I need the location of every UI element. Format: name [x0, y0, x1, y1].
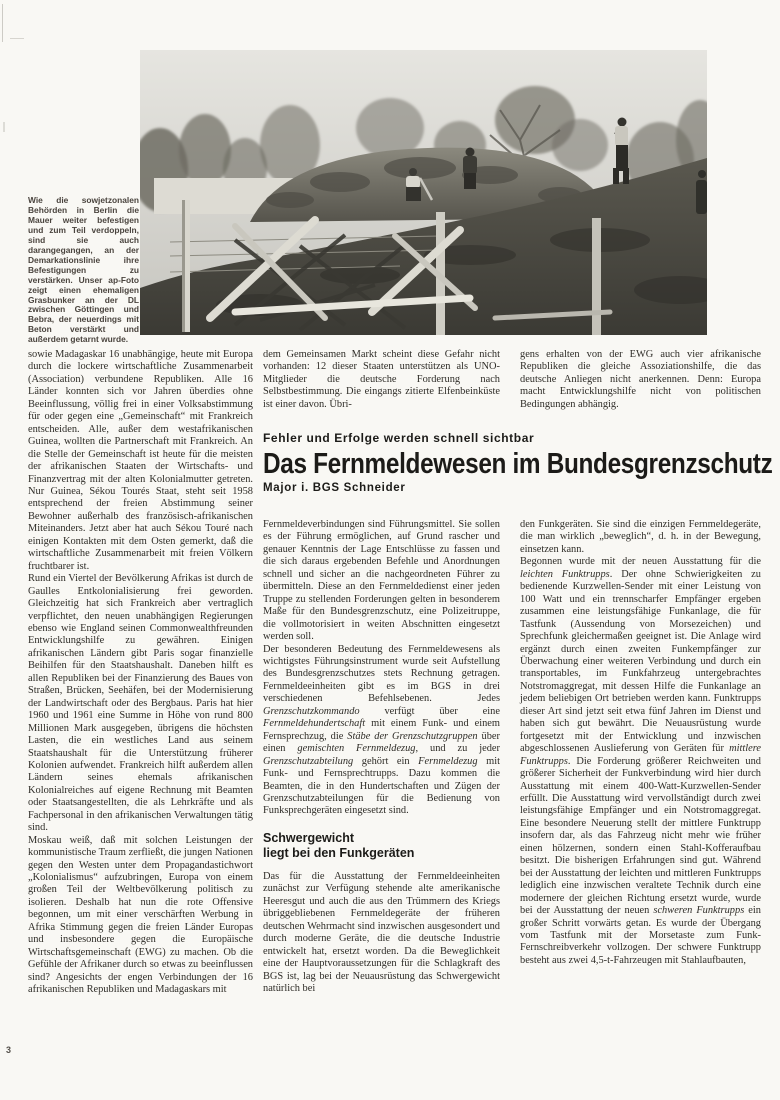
scan-scratch: [10, 38, 24, 39]
paragraph: sowie Madagaskar 16 unabhängige, heute mit Europa durch die lockere wirtschaftliche Zusammenarbeit (Association) verbundene Republiken. Alle 16 Länder konnten sich vor Jahren überdies ohne Beeinflussung, völlig frei in einer Volksabstimmung für oder gegen eine „Gemeinschaft“ mit Frankreich entscheiden. Alle, außer dem westafrikanischen Guinea, wollten die Partnerschaft mit Frankreich. An die Stelle der Gemeinschaft ist heute für die meisten der afrikanischen Staaten der Wirtschafts- und Finanzvertrag mit der alten Kolonialmutter getreten. Nur Guinea, Sékou Tourés Staat, steht seit 1958 entsprechend der freien Abstimmung seiner Bewohner außerhalb des französisch-afrikanischen Miteinanders. Jetzt aber hat auch Sékou Touré nach einigen Kontakten mit dem Osten gemerkt, daß die wirtschaftliche Zusammenarbeit mit freien Völkern fruchtbarer ist.: [28, 349, 253, 572]
column-left: [28, 349, 253, 997]
paragraph: Moskau weiß, daß mit solchen Leistungen der kommunistische Traum zerfließt, die jungen Nationen gegen den Westen unter dem Propagandastichwort „Kolonialismus“ aufzubringen, Europa von einem großen Teil der Weltbevölkerung politisch zu isolieren. Deshalb hat nun die rote Offensive begonnen, um mit einer verschärften Werbung in Afrika Stimmung gegen die freien Länder Europas und insbesondere gegen die Europäische Wirtschaftsgemeinschaft (EWG) zu machen. Ob die Gefühle der Afrikaner durch so etwas zu beeinflussen sind? Angesichts der engen Verbindungen der 16 afrikanischen Republiken und Madagaskars mit: [28, 834, 253, 996]
paragraph: Das für die Ausstattung der Fernmeldeeinheiten zunächst zur Verfügung stehende alte amerikanische Heeresgut und auch die aus den Trümmern des Kriegs übriggebliebenen Fernmeldegeräte der früheren deutschen Wehrmacht sind inzwischen ausgesondert und durch moderne Geräte, die die deutsche Industrie entwickelt hat, ersetzt worden. Da die Beweglichkeit eine der Hauptvoraussetzungen für die Schlagkraft des BGS ist, lag bei der Neuausrüstung das Schwergewicht natürlich bei: [263, 870, 500, 994]
scan-scratch: [3, 122, 5, 132]
article-header: [263, 431, 773, 494]
paragraph: den Funkgeräten. Sie sind die einzigen Fernmeldegeräte, die man wirklich „beweglich“, d. h. in der Bewegung, einsetzen kann.: [520, 519, 761, 555]
bunker-photo: [140, 50, 707, 335]
article-kicker: Fehler und Erfolge werden schnell sichtbar: [263, 431, 535, 445]
subhead-line: Schwergewicht: [263, 830, 354, 845]
article-title: Das Fernmeldewesen im Bundesgrenzschutz: [263, 448, 773, 480]
paragraph: gens erhalten von der EWG auch vier afrikanische Republiken die gleiche Assoziationshilfe, die das deutsche Anliegen nicht anerkennen. Denn: Europa macht Entwicklungshilfe nicht von politischen Bedingungen abhängig.: [520, 349, 761, 410]
bunker-photo-illustration: [140, 50, 707, 335]
paragraph: dem Gemeinsamen Markt scheint diese Gefahr nicht vorhanden: 12 dieser Staaten unterstützen als UNO-Mitglieder die deutsche Forderung nach Selbstbestimmung. Die eingangs zitierte Elfenbeinküste ist einer davon. Übri-: [263, 349, 500, 410]
paragraph: Begonnen wurde mit der neuen Ausstattung für die leichten Funktrupps. Der ohne Schwierigkeiten zu bedienende Kurzwellen-Sender mit einer Leistung von 100 Watt und ein trennscharfer Empfänger ergeben zusammen eine leistungsfähige Funkanlage, die für Tastfunk (Aussendung von Morsezeichen) und Sprechfunk gleichermaßen geeignet ist. Die Anlage wird ergänzt durch einen zweiten Funkempfänger zur Überwachung einer weiteren Verbindung und durch ein transportables, im Funkfahrzeug untergebrachtes Notstromaggregat, mit dessen Hilfe die Funkanlage an jedem beliebigen Ort betrieben werden kann. Funktrupps dieser Art sind jetzt seit etwa fünf Jahren im Dienst und haben sich gut bewährt. Die Neuausrüstung wurde fortgesetzt mit der Entwicklung und inzwischen abgeschlossenen Auslieferung von Geräten für mittlere Funktrupps. Die Forderung größerer Reichweiten und größerer Sicherheit der Funkverbindung wird hier durch Ausstattung mit einem 400-Watt-Kurzwellen-Sender erfüllt. Die Ausstattung wird vervollständigt durch zwei leistungsfähige Empfänger und ein Notstromaggregat. Eine besondere Neuerung stellt der mittlere Funktrupp insofern dar, als das Fahrzeug nicht mehr wie früher einen hölzernen, sondern einen Stahl-Kofferaufbau besitzt. Die bisherigen Erfahrungen sind gut. Während bei der Ausstattung der leichten und mittleren Funktrupps lediglich eine inzwischen veraltete Technik durch eine modernere der gleichen Richtung ersetzt wurde, wurde bei der Ausstattung der neuen schweren Funktrupps ein großer Schritt vorwärts getan. Es wurde der Übergang vom Tastfunk mit der Morsetaste zum Funk-Fernschreibverkehr vollzogen. Der schwere Funktrupp besteht aus zwei 4,5-t-Fahrzeugen mit Stahlaufbauten,: [520, 556, 761, 966]
subhead-line: liegt bei den Funkgeräten: [263, 846, 415, 861]
column-right-top: [520, 349, 761, 411]
page-number: 3: [6, 1045, 12, 1055]
column-middle-top: [263, 349, 500, 411]
article-column-2: [520, 519, 761, 967]
paragraph: Rund ein Viertel der Bevölkerung Afrikas ist durch de Gaulles Entkolonialisierung frei geworden. Gleichzeitig hat sich Frankreich aber vertraglich verpflichtet, den neuen unabhängigen Regierungen ebenso wie England seinen Commonwealthfreunden Entwicklungshilfe zu gewähren. Einigen afrikanischen Ländern gibt Paris sogar finanzielle Beihilfen für den Staatshaushalt. Daneben hilft es allen Republiken bei der Finanzierung des Baues von Straßen, Brücken, Seehäfen, bei der Modernisierung der Landwirtschaft oder des Bergbaus. Paris hat hier 1960 und 1961 eine Summe in Höhe von rund 800 Millionen Mark ausgegeben, übrigens die höchsten Lasten, die ein westliches Land aus seinem Staatshaushalt für die Unterstützung früherer Kolonien aufwendet. Frankreich hilft außerdem allen Ländern seines ehemals afrikanischen Kolonialreiches auf eigene Rechnung mit Beamten oder Staatsangestellten, die als Lehrkräfte und als Fachpersonal in den afrikanischen Verwaltungen tätig sind.: [28, 573, 253, 834]
paragraph: Fernmeldeverbindungen sind Führungsmittel. Sie sollen es der Führung ermöglichen, auf Grund rascher und genauer Kenntnis der Lage Entschlüsse zu fassen und die sich daraus ergebenden Befehle und Anordnungen schnell und sicher an die nachgeordneten Führer zu übermitteln. Diese an den Fernmeldedienst einer jeden Truppe zu stellenden Forderungen gelten in besonderem Maße für den Bundesgrenzschutz, eine Polizeitruppe, die vollmotorisiert in weiten Abschnitten eingesetzt werden soll.: [263, 519, 500, 643]
paragraph: Der besonderen Bedeutung des Fernmeldewesens als wichtigstes Führungsinstrument wurde seit Aufstellung des Bundesgrenzschutzes stets Rechnung getragen. Fernmeldeeinheiten gibt es im BGS in drei verschiedenen Befehlsebenen. Jedes Grenzschutzkommando verfügt über eine Fernmeldehundertschaft mit einem Funk- und einem Fernsprechzug, die Stäbe der Grenzschutzgruppen über einen gemischten Fernmeldezug, und zu jeder Grenzschutzabteilung gehört ein Fernmeldezug mit Funk- und Fernsprechtrupps. Dazu kommen die Beamten, die in den Hundertschaften und Zügen der Grenzschutzabteilungen für die Bedienung von Funksprechgeräten eingesetzt sind.: [263, 643, 500, 817]
article-subhead: [263, 831, 500, 862]
scan-scratch: [2, 4, 3, 42]
article-author: Major i. BGS Schneider: [263, 482, 406, 494]
photo-caption: Wie die sowjetzonalen Behörden in Berlin die Mauer weiter befestigen und zum Teil verdoppeln, sind sie auch darangegangen, an der Demarkationslinie ihre Befestigungen zu verstärken. Unser ap-Foto zeigt einen ehemaligen Grasbunker an der DL zwischen Göttingen und Bebra, der neuerdings mit Beton verstärkt und außerdem getarnt wurde.: [28, 195, 139, 345]
article-column-1: [263, 519, 500, 995]
